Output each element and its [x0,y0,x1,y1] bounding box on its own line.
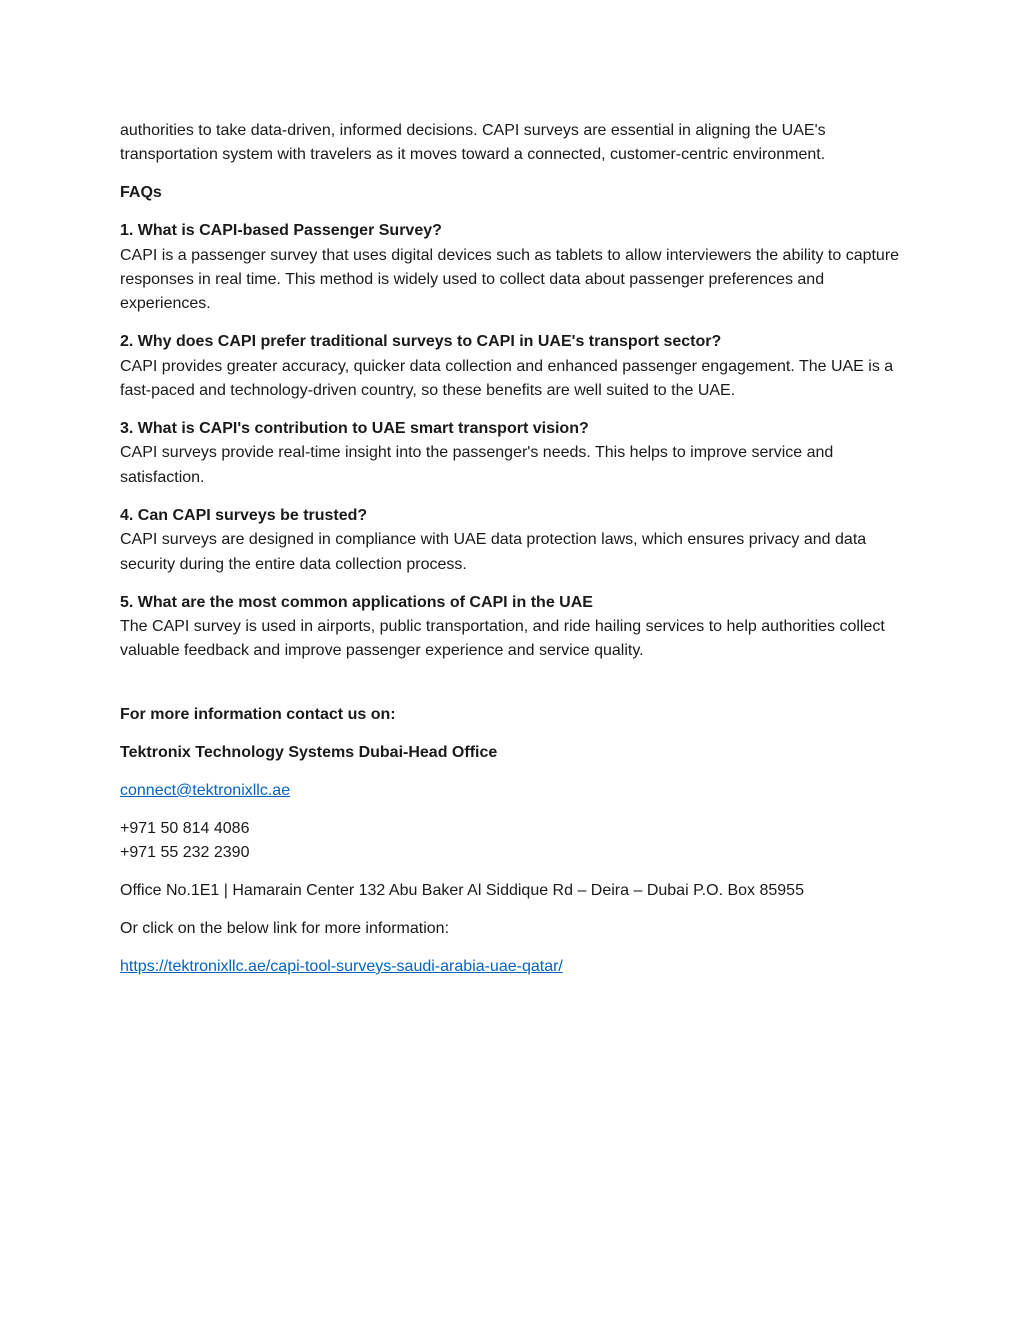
faq-item [120,417,910,490]
faq-question: 2. Why does CAPI prefer traditional surveys to CAPI in UAE's transport sector? [120,333,722,351]
faq-question: 3. What is CAPI's contribution to UAE smart transport vision? [120,420,589,438]
faq-answer: CAPI provides greater accuracy, quicker data collection and enhanced passenger engagement. The UAE is a fast-paced and technology-driven country, so these benefits are well suited to the UAE. [120,357,894,400]
faq-question: 4. Can CAPI surveys be trusted? [120,506,368,524]
contact-heading: For more information contact us on: [120,706,396,724]
faq-answer: CAPI is a passenger survey that uses digital devices such as tablets to allow interviewers the ability to capture responses in real time. This method is widely used to collect data about passenger preferences and experiences. [120,246,900,313]
website-link[interactable]: https://tektronixllc.ae/capi-tool-surveys-saudi-arabia-uae-qatar/ [120,958,563,976]
email-link[interactable]: connect@tektronixllc.ae [120,782,291,800]
faq-item [120,219,910,317]
phone-list [120,817,910,866]
faq-item [120,504,910,577]
website-paragraph [120,955,910,979]
faq-question: 1. What is CAPI-based Passenger Survey? [120,222,442,240]
faq-question: 5. What are the most common applications of CAPI in the UAE [120,593,593,611]
faq-answer: CAPI surveys provide real-time insight into the passenger's needs. This helps to improve service and satisfaction. [120,444,834,486]
office-address: Office No.1E1 | Hamarain Center 132 Abu Baker Al Siddique Rd – Deira – Dubai P.O. Box 85955 [120,882,804,900]
document-page [120,119,910,993]
faq-answer: CAPI surveys are designed in compliance with UAE data protection laws, which ensures privacy and data security during the entire data collection process. [120,531,867,573]
email-paragraph [120,779,910,803]
faq-item [120,330,910,403]
faq-item [120,591,910,664]
phone-number: +971 50 814 4086 [120,819,250,837]
company-name: Tektronix Technology Systems Dubai-Head Office [120,744,498,762]
faq-answer: The CAPI survey is used in airports, public transportation, and ride hailing services to help authorities collect valuable feedback and improve passenger experience and service quality. [120,617,885,660]
phone-number: +971 55 232 2390 [120,844,250,862]
intro-paragraph: authorities to take data-driven, informed decisions. CAPI surveys are essential in aligning the UAE's transportation system with travelers as it moves toward a connected, customer-centric environment. [120,122,826,164]
link-prompt: Or click on the below link for more information: [120,920,450,938]
section-spacer [120,677,910,703]
faq-heading: FAQs [120,184,162,202]
